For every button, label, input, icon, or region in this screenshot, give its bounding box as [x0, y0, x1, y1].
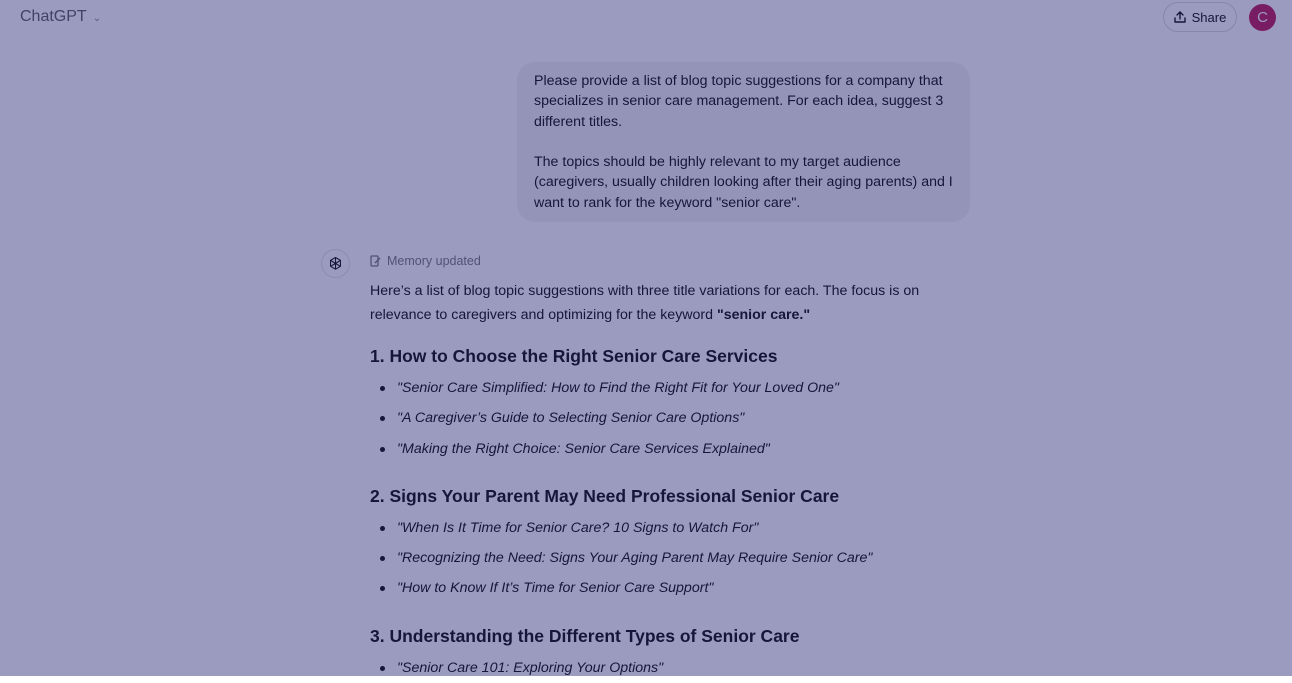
openai-logo-icon [327, 255, 344, 272]
intro-text: Here’s a list of blog topic suggestions with three title variations for each. The focus is on relevance to caregivers and optimizing for the keyword [370, 283, 920, 323]
title-list [370, 373, 980, 464]
title-list [370, 513, 980, 604]
section-heading: 1. How to Choose the Right Senior Care Services [370, 346, 778, 366]
list-item: "When Is It Time for Senior Care? 10 Signs to Watch For" [370, 513, 980, 543]
top-bar [0, 0, 1292, 36]
memory-updated-indicator[interactable] [370, 254, 481, 268]
assistant-avatar [321, 249, 350, 278]
user-message-bubble [517, 62, 970, 222]
intro-paragraph [370, 280, 980, 327]
list-item: "How to Know If It’s Time for Senior Care Support" [370, 573, 980, 603]
list-item: "Making the Right Choice: Senior Care Services Explained" [370, 434, 980, 464]
memory-label: Memory updated [387, 254, 481, 268]
share-label: Share [1191, 9, 1227, 25]
chevron-down-icon: ⌄ [92, 12, 102, 24]
user-message-paragraph: The topics should be highly relevant to my target audience (caregivers, usually children looking after their aging parents) and I want to rank for the keyword "senior care". [534, 154, 953, 211]
app-title: ChatGPT [20, 8, 87, 25]
user-message-paragraph: Please provide a list of blog topic suggestions for a company that specializes in senior care management. For each idea, suggest 3 different titles. [534, 73, 944, 130]
share-button[interactable] [1163, 2, 1237, 32]
avatar-initial: C [1257, 9, 1268, 26]
share-icon [1174, 11, 1186, 23]
assistant-response [370, 280, 980, 683]
list-item: "Senior Care 101: Exploring Your Options" [370, 653, 980, 683]
title-list [370, 653, 980, 683]
user-avatar[interactable] [1249, 4, 1276, 31]
list-item: "Senior Care Simplified: How to Find the Right Fit for Your Loved One" [370, 373, 980, 403]
model-selector[interactable] [20, 8, 101, 26]
list-item: "A Caregiver’s Guide to Selecting Senior Care Options" [370, 403, 980, 433]
memory-icon [370, 255, 381, 267]
intro-keyword: "senior care." [716, 306, 811, 323]
section-heading: 2. Signs Your Parent May Need Professional Senior Care [370, 485, 840, 506]
section-heading: 3. Understanding the Different Types of Senior Care [370, 625, 800, 646]
list-item: "Recognizing the Need: Signs Your Aging Parent May Require Senior Care" [370, 543, 980, 573]
